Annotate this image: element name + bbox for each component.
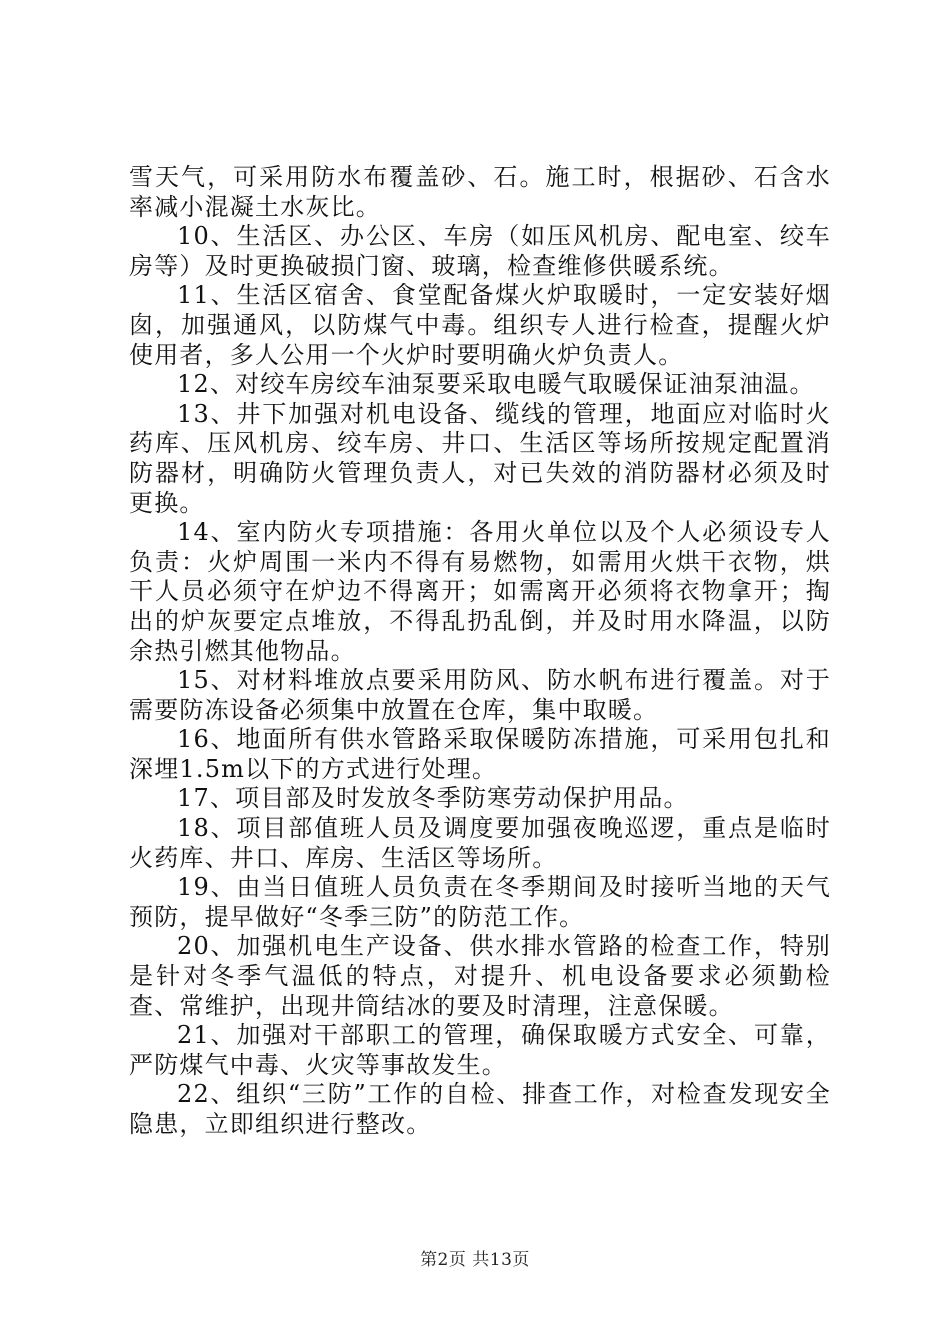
paragraph-item-15: 15、对材料堆放点要采用防风、防水帆布进行覆盖。对于需要防冻设备必须集中放置在仓库，集中取暖。 [129, 666, 831, 724]
paragraph-item-18: 18、项目部值班人员及调度要加强夜晚巡逻，重点是临时火药库、井口、库房、生活区等场所。 [129, 814, 831, 872]
paragraph-item-17: 17、项目部及时发放冬季防寒劳动保护用品。 [177, 784, 689, 813]
page-number-footer: 第2页 共13页 [420, 1250, 530, 1270]
paragraph-item-16: 16、地面所有供水管路采取保暖防冻措施，可采用包扎和深埋1.5m以下的方式进行处理。 [129, 725, 831, 783]
paragraph-continuation: 雪天气，可采用防水布覆盖砂、石。施工时，根据砂、石含水率减小混凝土水灰比。 [129, 163, 831, 221]
document-body [129, 163, 831, 1140]
paragraph-item-20: 20、加强机电生产设备、供水排水管路的检查工作，特别是针对冬季气温低的特点，对提升、机电设备要求必须勤检查、常维护，出现井筒结冰的要及时清理，注意保暖。 [129, 932, 831, 1020]
paragraph-item-13: 13、井下加强对机电设备、缆线的管理，地面应对临时火药库、压风机房、绞车房、井口、生活区等场所按规定配置消防器材，明确防火管理负责人，对已失效的消防器材必须及时更换。 [129, 399, 831, 517]
paragraph-item-22: 22、组织“三防”工作的自检、排查工作，对检查发现安全隐患，立即组织进行整改。 [129, 1080, 831, 1138]
paragraph-item-21: 21、加强对干部职工的管理，确保取暖方式安全、可靠，严防煤气中毒、火灾等事故发生。 [129, 1021, 831, 1079]
paragraph-item-12: 12、对绞车房绞车油泵要采取电暖气取暖保证油泵油温。 [177, 370, 815, 399]
paragraph-item-19: 19、由当日值班人员负责在冬季期间及时接听当地的天气预防，提早做好“冬季三防”的防范工作。 [129, 873, 831, 931]
paragraph-item-11: 11、生活区宿舍、食堂配备煤火炉取暖时，一定安装好烟囱，加强通风，以防煤气中毒。组织专人进行检查，提醒火炉使用者，多人公用一个火炉时要明确火炉负责人。 [129, 281, 831, 369]
paragraph-item-10: 10、生活区、办公区、车房（如压风机房、配电室、绞车房等）及时更换破损门窗、玻璃，检查维修供暖系统。 [129, 222, 831, 280]
paragraph-item-14: 14、室内防火专项措施：各用火单位以及个人必须设专人负责：火炉周围一米内不得有易燃物，如需用火烘干衣物，烘干人员必须守在炉边不得离开；如需离开必须将衣物拿开；掏出的炉灰要定点堆放，不得乱扔乱倒，并及时用水降温，以防余热引燃其他物品。 [129, 518, 831, 665]
